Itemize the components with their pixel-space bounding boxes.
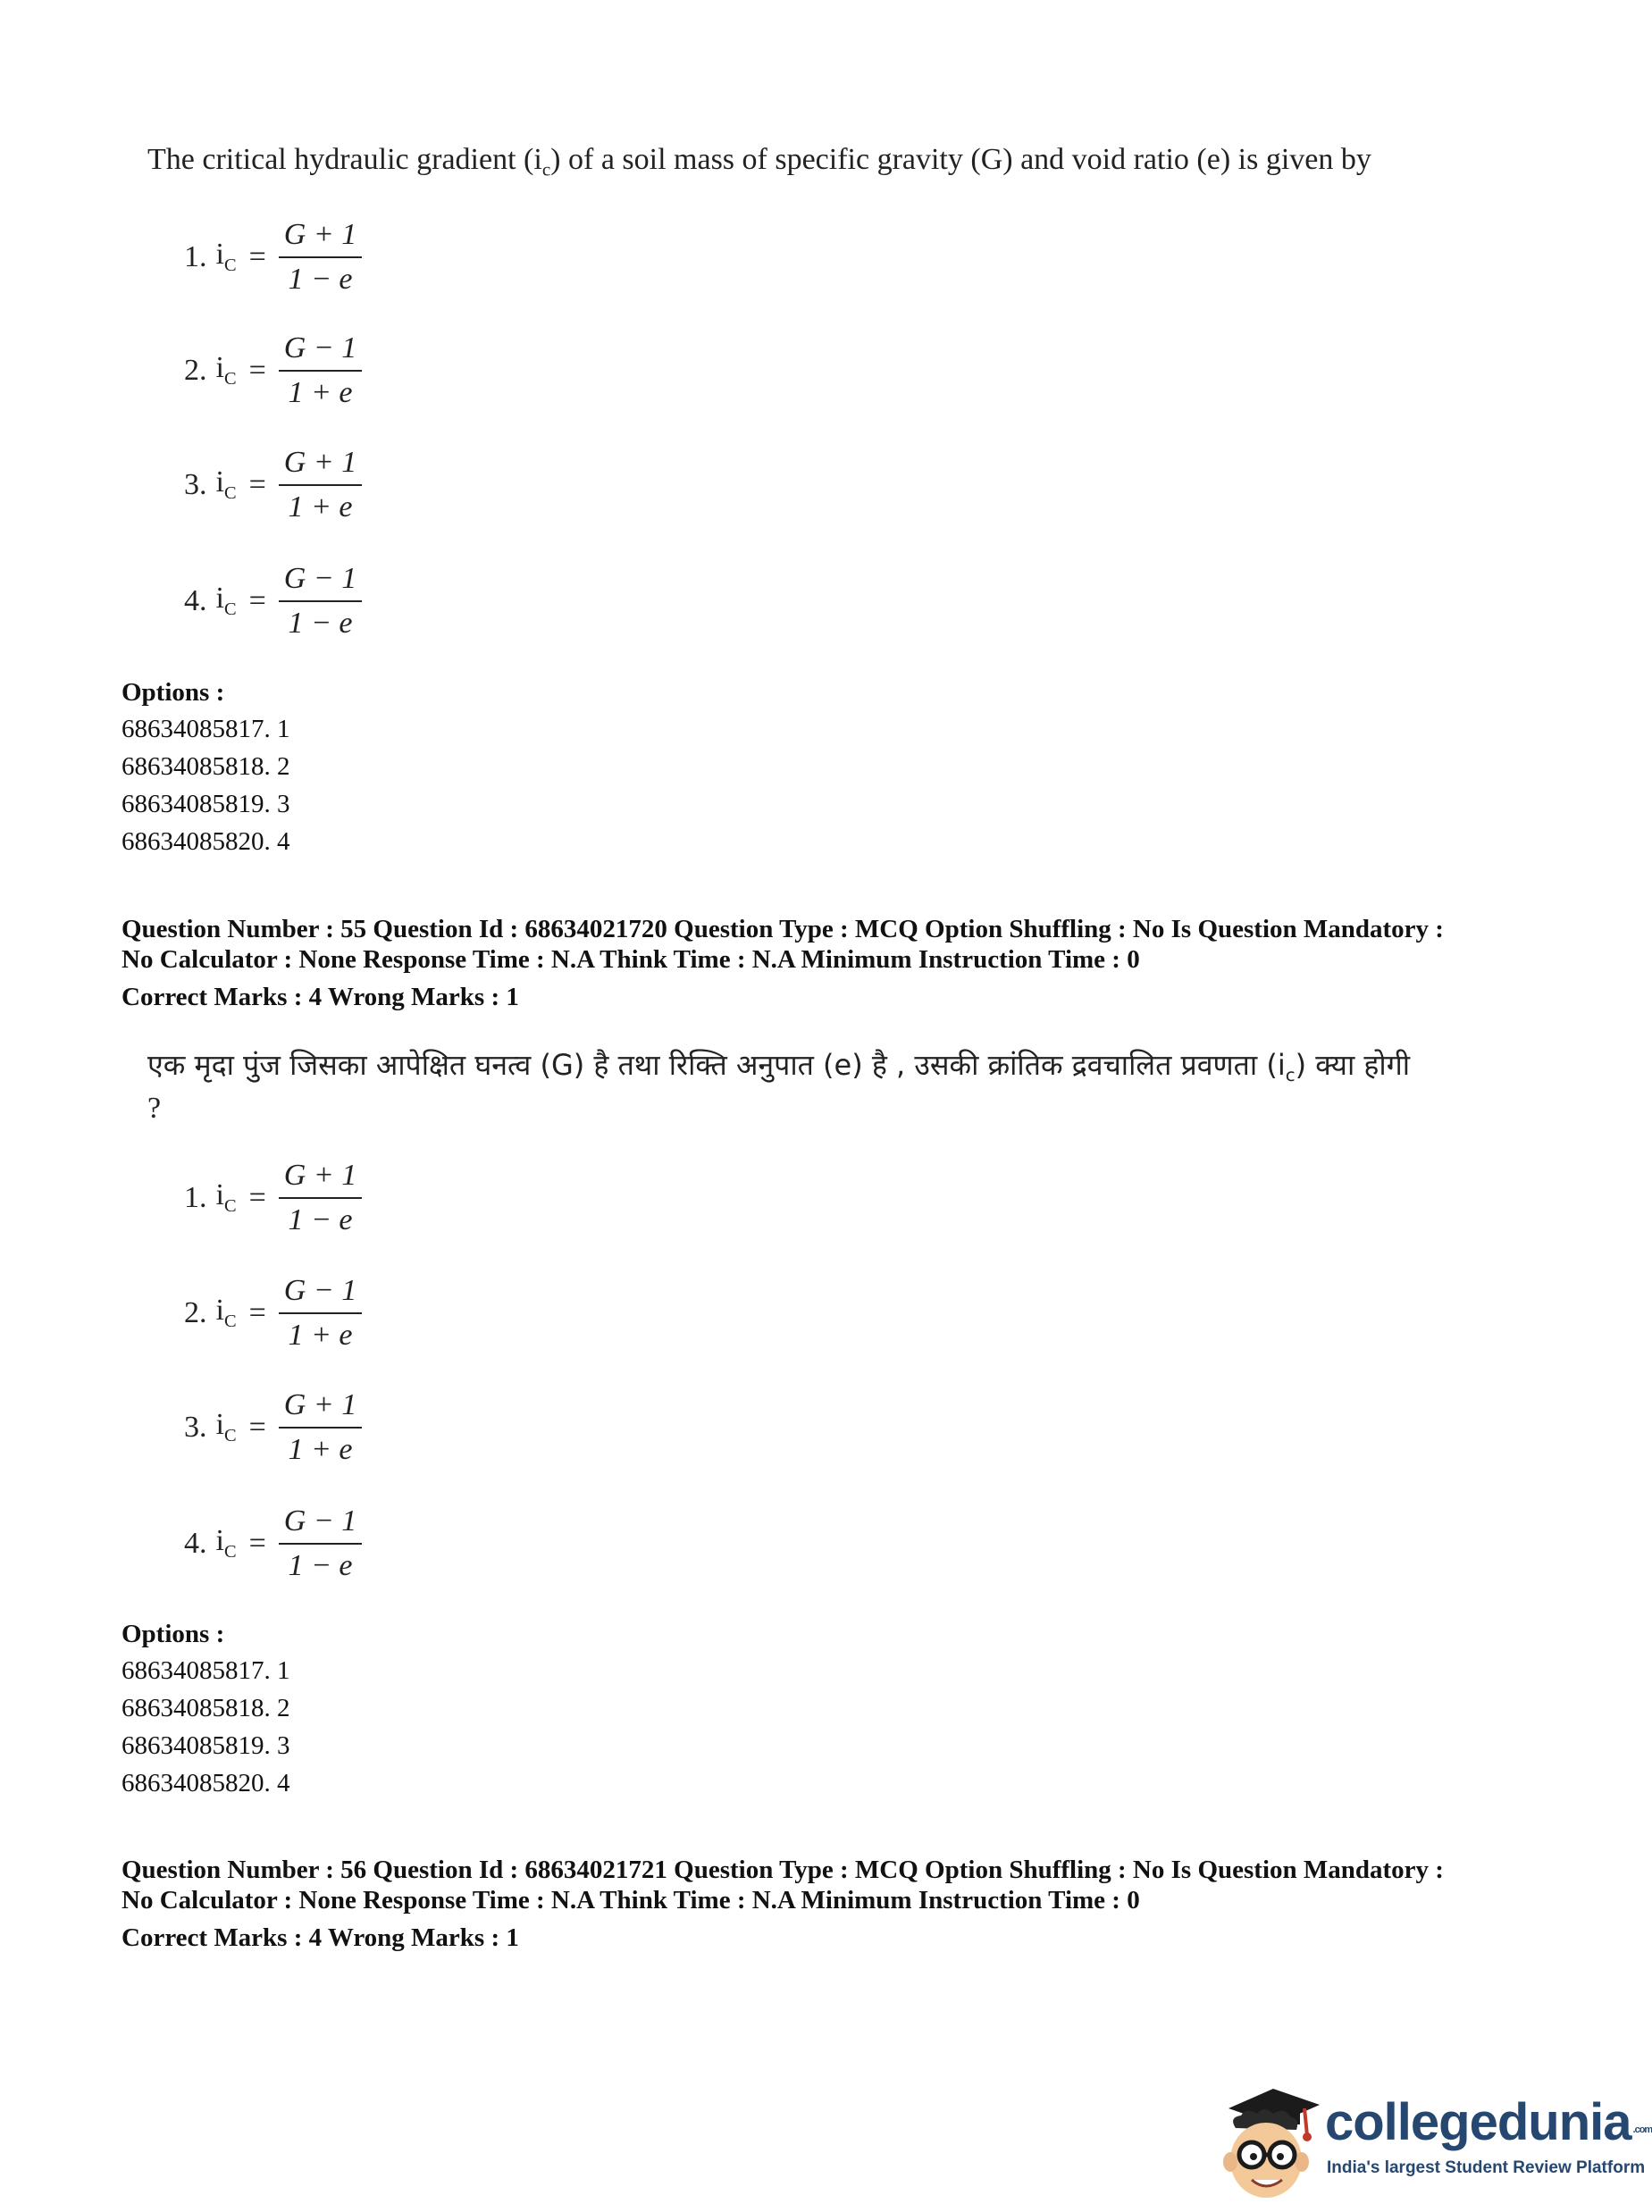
formula-lhs: i bbox=[215, 1178, 224, 1212]
q55-options-label: Options : bbox=[122, 1620, 225, 1648]
q54-options-label: Options : bbox=[122, 678, 225, 707]
option-item: 68634085820. 4 bbox=[122, 1769, 290, 1797]
formula-number: 3. bbox=[184, 1410, 207, 1444]
option-item: 68634085818. 2 bbox=[122, 1694, 290, 1722]
formula-number: 1. bbox=[184, 1180, 207, 1214]
q55-question-mark: ? bbox=[147, 1092, 162, 1125]
formula-lhs: i bbox=[215, 465, 224, 499]
fraction bbox=[279, 1389, 363, 1465]
q56-meta-line-1: Question Number : 56 Question Id : 68634021721 Question Type : MCQ Option Shuffling : No Is Question Mandatory : bbox=[122, 1856, 1444, 1884]
equals-sign: = bbox=[248, 1410, 266, 1444]
fraction bbox=[279, 219, 363, 295]
collegedunia-logo[interactable] bbox=[1211, 2073, 1652, 2207]
formula-lhs: i bbox=[215, 1294, 224, 1328]
formula-lhs-subscript: C bbox=[223, 599, 237, 620]
formula-lhs: i bbox=[215, 1408, 224, 1442]
option-item: 68634085819. 3 bbox=[122, 1731, 290, 1760]
q55-formula-3 bbox=[184, 1389, 362, 1465]
fraction-denominator: 1 + e bbox=[288, 1318, 353, 1352]
q55-stem-subscript: c bbox=[1285, 1064, 1296, 1085]
fraction-numerator: G − 1 bbox=[279, 332, 363, 372]
fraction bbox=[279, 1505, 363, 1581]
q55-meta-line-2: No Calculator : None Response Time : N.A Think Time : N.A Minimum Instruction Time : 0 bbox=[122, 945, 1140, 974]
fraction-denominator: 1 − e bbox=[288, 1548, 353, 1582]
formula-lhs-subscript: C bbox=[223, 1311, 237, 1332]
fraction-denominator: 1 + e bbox=[288, 490, 353, 524]
fraction bbox=[279, 1275, 363, 1351]
formula-lhs-subscript: C bbox=[223, 483, 237, 504]
fraction-numerator: G + 1 bbox=[279, 1160, 363, 1199]
fraction-numerator: G − 1 bbox=[279, 1275, 363, 1314]
q55-stem-pre: एक मृदा पुंज जिसका आपेक्षित घनत्व (G) है तथा रिक्ति अनुपात (e) है , उसकी क्रांतिक द्रवचालित प्रवणता (i bbox=[147, 1048, 1286, 1082]
logo-name: collegedunia bbox=[1325, 2093, 1631, 2151]
q56-marks: Correct Marks : 4 Wrong Marks : 1 bbox=[122, 1923, 519, 1952]
option-item: 68634085817. 1 bbox=[122, 1656, 290, 1685]
formula-number: 1. bbox=[184, 239, 207, 273]
formula-lhs: i bbox=[215, 238, 224, 272]
fraction bbox=[279, 1160, 363, 1236]
formula-lhs-subscript: C bbox=[223, 256, 237, 276]
formula-number: 4. bbox=[184, 583, 207, 617]
option-item: 68634085819. 3 bbox=[122, 790, 290, 818]
q54-formula-1 bbox=[184, 219, 362, 295]
logo-suffix: .com bbox=[1632, 2124, 1652, 2135]
option-item: 68634085820. 4 bbox=[122, 827, 290, 856]
formula-number: 2. bbox=[184, 353, 207, 387]
equals-sign: = bbox=[248, 1295, 266, 1329]
fraction bbox=[279, 563, 363, 639]
fraction-denominator: 1 + e bbox=[288, 375, 353, 409]
q56-meta bbox=[122, 1855, 1444, 1953]
equals-sign: = bbox=[248, 1526, 266, 1560]
q54-stem-pre: The critical hydraulic gradient (i bbox=[147, 143, 542, 176]
equals-sign: = bbox=[248, 353, 266, 387]
formula-lhs-subscript: C bbox=[223, 369, 237, 390]
option-item: 68634085817. 1 bbox=[122, 715, 290, 743]
q54-formula-3 bbox=[184, 447, 362, 523]
q54-formula-4 bbox=[184, 563, 362, 639]
formula-number: 4. bbox=[184, 1526, 207, 1560]
q55-meta bbox=[122, 914, 1444, 1012]
fraction-numerator: G + 1 bbox=[279, 219, 363, 258]
q54-stem-post: ) of a soil mass of specific gravity (G) and void ratio (e) is given by bbox=[550, 143, 1371, 176]
equals-sign: = bbox=[248, 239, 266, 273]
formula-lhs-subscript: C bbox=[223, 1426, 237, 1446]
formula-number: 3. bbox=[184, 467, 207, 501]
formula-lhs: i bbox=[215, 582, 224, 616]
q56-meta-line-2: No Calculator : None Response Time : N.A Think Time : N.A Minimum Instruction Time : 0 bbox=[122, 1886, 1140, 1915]
formula-number: 2. bbox=[184, 1295, 207, 1329]
formula-lhs: i bbox=[215, 351, 224, 385]
q54-question-text bbox=[147, 143, 1371, 180]
formula-lhs-subscript: C bbox=[223, 1542, 237, 1563]
fraction-denominator: 1 − e bbox=[288, 606, 353, 640]
formula-lhs-subscript: C bbox=[223, 1196, 237, 1217]
q54-options-list bbox=[122, 710, 290, 860]
equals-sign: = bbox=[248, 583, 266, 617]
fraction bbox=[279, 447, 363, 523]
q55-formula-2 bbox=[184, 1275, 362, 1351]
fraction-denominator: 1 + e bbox=[288, 1432, 353, 1466]
q55-question-text bbox=[147, 1045, 1410, 1085]
q54-formula-2 bbox=[184, 332, 362, 408]
q54-stem-subscript: c bbox=[541, 158, 551, 180]
fraction-numerator: G + 1 bbox=[279, 1389, 363, 1429]
equals-sign: = bbox=[248, 1180, 266, 1214]
fraction-denominator: 1 − e bbox=[288, 1202, 353, 1236]
fraction-numerator: G − 1 bbox=[279, 1505, 363, 1545]
q55-formula-4 bbox=[184, 1505, 362, 1581]
option-item: 68634085818. 2 bbox=[122, 752, 290, 781]
q55-formula-1 bbox=[184, 1160, 362, 1236]
q55-marks: Correct Marks : 4 Wrong Marks : 1 bbox=[122, 983, 519, 1011]
fraction-denominator: 1 − e bbox=[288, 262, 353, 296]
logo-tagline: India's largest Student Review Platform bbox=[1327, 2158, 1646, 2177]
logo-wordmark bbox=[1325, 2092, 1652, 2152]
student-mascot-icon bbox=[1211, 2073, 1327, 2211]
equals-sign: = bbox=[248, 467, 266, 501]
formula-lhs: i bbox=[215, 1524, 224, 1558]
fraction bbox=[279, 332, 363, 408]
fraction-numerator: G + 1 bbox=[279, 447, 363, 486]
q55-options-list bbox=[122, 1652, 290, 1802]
q55-meta-line-1: Question Number : 55 Question Id : 68634021720 Question Type : MCQ Option Shuffling : No Is Question Mandatory : bbox=[122, 915, 1444, 943]
fraction-numerator: G − 1 bbox=[279, 563, 363, 602]
q55-stem-post: ) क्या होगी bbox=[1295, 1048, 1411, 1082]
